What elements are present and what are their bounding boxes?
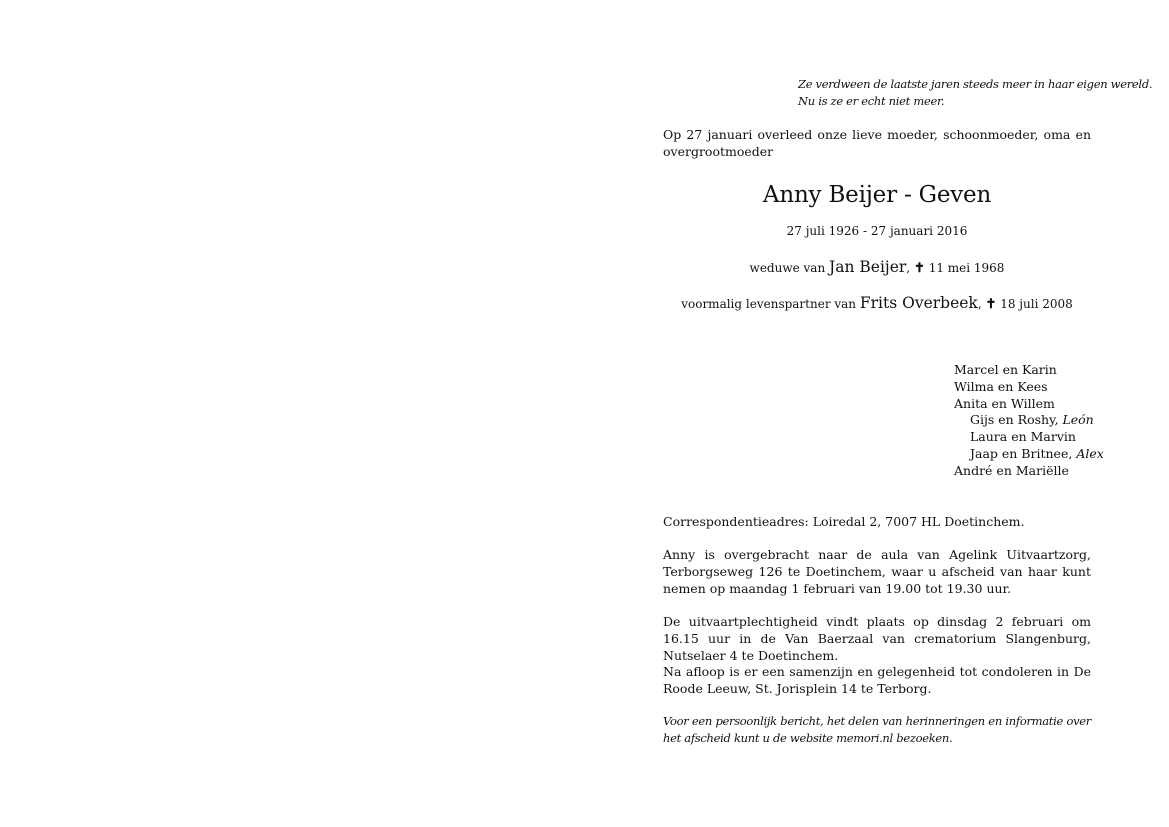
spouse-prefix: weduwe van xyxy=(749,261,826,275)
partner-line xyxy=(663,293,1091,315)
motto xyxy=(798,76,1153,110)
grandchild-names: Jaap en Britnee, xyxy=(970,445,1073,461)
partner-separator: , xyxy=(977,297,982,311)
family-member: Anita en Willem xyxy=(954,395,1055,411)
family-member-grandchild xyxy=(954,446,1104,463)
grandchild-names: Gijs en Roshy, xyxy=(970,412,1059,428)
deceased-name: Anny Beijer - Geven xyxy=(762,182,992,208)
great-grandchild-name: Alex xyxy=(1076,445,1104,461)
family-member-grandchild: Laura en Marvin xyxy=(970,429,1076,445)
spouse-separator: , xyxy=(906,261,911,275)
family-member: Marcel en Karin xyxy=(954,362,1057,377)
website-note: Voor een persoonlijk bericht, het delen van herinneringen en informatie over het afscheid kunt u de website memori.nl bezoeken. xyxy=(663,714,1091,745)
aula-paragraph: Anny is overgebracht naar de aula van Agelink Uitvaartzorg, Terborgseweg 126 te Doetinchem, waar u afscheid van haar kunt nemen op maandag 1 februari van 19.00 tot 19.30 uur. xyxy=(663,547,1091,596)
cross-icon: ✝ xyxy=(913,261,925,276)
deceased-dates: 27 juli 1926 - 27 januari 2016 xyxy=(786,224,968,238)
partner-name: Frits Overbeek xyxy=(859,294,978,312)
condolence-paragraph: Na afloop is er een samenzijn en gelegenheid tot condoleren in De Roode Leeuw, St. Jorisplein 14 te Terborg. xyxy=(663,664,1091,696)
motto-line-2: Nu is ze er echt niet meer. xyxy=(798,94,945,108)
obituary-card-right-page xyxy=(663,0,1153,827)
cross-icon: ✝ xyxy=(985,297,997,312)
family-member: Wilma en Kees xyxy=(954,378,1048,394)
intro-text: Op 27 januari overleed onze lieve moeder, schoonmoeder, oma en overgrootmoeder xyxy=(663,127,1091,159)
spouse-date: 11 mei 1968 xyxy=(928,261,1005,275)
spouse-name: Jan Beijer xyxy=(829,258,907,276)
family-member-grandchild xyxy=(954,412,1104,429)
family-list xyxy=(954,362,1104,480)
spouse-line xyxy=(663,257,1091,279)
ceremony-paragraph: De uitvaartplechtigheid vindt plaats op dinsdag 2 februari om 16.15 uur in de Van Baerzaal van crematorium Slangenburg, Nutselaer 4 te Doetinchem. xyxy=(663,614,1091,663)
great-grandchild-name: León xyxy=(1062,412,1094,428)
family-member: André en Mariëlle xyxy=(954,462,1069,478)
correspondence-address: Correspondentieadres: Loiredal 2, 7007 HL Doetinchem. xyxy=(663,514,1025,529)
motto-line-1: Ze verdween de laatste jaren steeds meer in haar eigen wereld. xyxy=(798,77,1153,91)
partner-prefix: voormalig levenspartner van xyxy=(681,297,857,311)
partner-date: 18 juli 2008 xyxy=(1000,297,1073,311)
